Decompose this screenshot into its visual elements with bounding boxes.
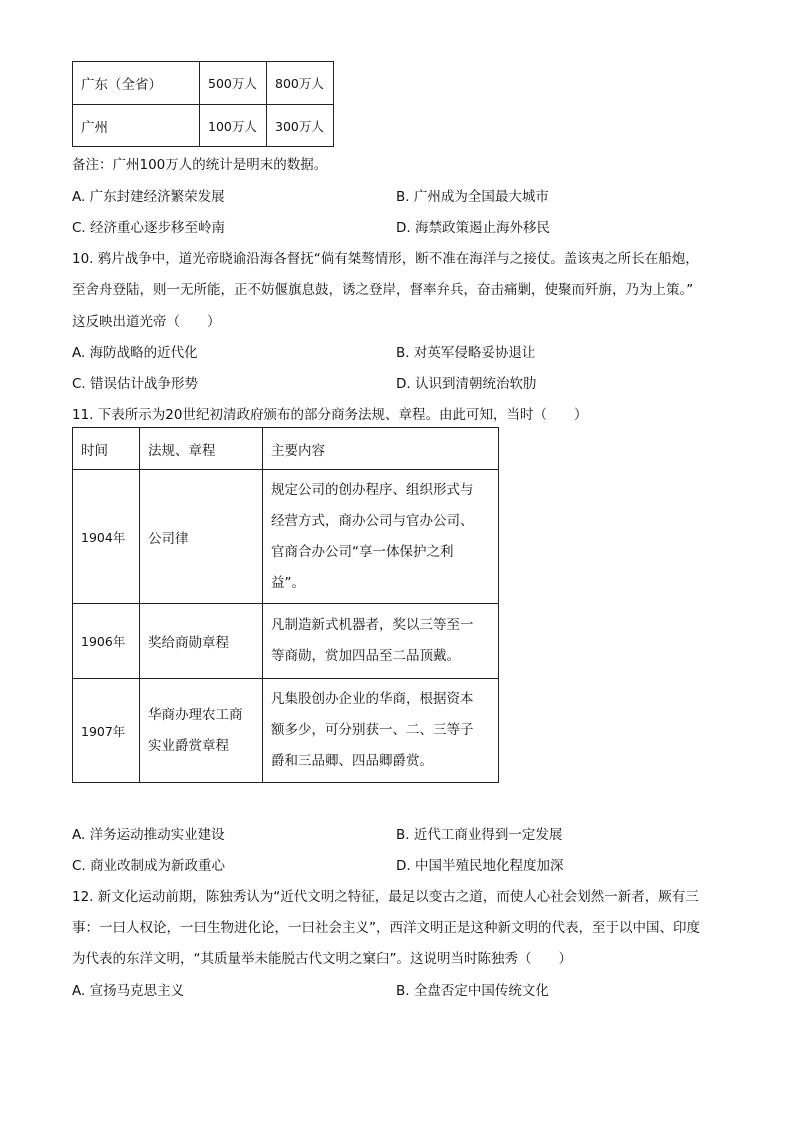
table-cell-content: 凡集股创办企业的华商，根据资本 额多少，可分别获一、二、三等子 爵和三品卿、四品卿爵赏。	[263, 679, 499, 783]
table-cell-year: 1906年	[73, 604, 140, 679]
table-cell-year: 1907年	[73, 679, 140, 783]
q11-option-d: D. 中国半殖民地化程度加深	[396, 858, 564, 874]
q9-option-c: C. 经济重心逐步移至岭南	[72, 220, 226, 236]
q12-option-a: A. 宣扬马克思主义	[72, 983, 185, 999]
table-cell-name: 华商办理农工商 实业爵赏章程	[140, 679, 263, 783]
q9-option-b: B. 广州成为全国最大城市	[396, 189, 549, 205]
regulations-table	[72, 427, 499, 783]
q9-option-d: D. 海禁政策遏止海外移民	[396, 220, 550, 236]
table-cell: 300万人	[267, 105, 334, 147]
table-header-time: 时间	[73, 428, 140, 470]
table-cell: 广州	[73, 105, 200, 147]
q12-option-b: B. 全盘否定中国传统文化	[396, 983, 549, 999]
population-table	[72, 61, 334, 147]
q10-option-c: C. 错误估计战争形势	[72, 376, 199, 392]
q11-option-a: A. 洋务运动推动实业建设	[72, 827, 225, 843]
table-cell: 100万人	[200, 105, 267, 147]
q10-stem-line: 这反映出道光帝（ ）	[72, 314, 221, 330]
table-cell: 500万人	[200, 62, 267, 105]
table-cell: 广东（全省）	[73, 62, 200, 105]
q9-option-a: A. 广东封建经济繁荣发展	[72, 189, 225, 205]
q10-stem-line: 至舍舟登陆，则一无所能，正不妨偃旗息鼓，诱之登岸，督率弁兵，奋击痛剿，使聚而歼旃，乃为上策。”	[72, 282, 694, 298]
table-header-regulation: 法规、章程	[140, 428, 263, 470]
table-header-content: 主要内容	[263, 428, 499, 470]
table-cell: 800万人	[267, 62, 334, 105]
q10-option-b: B. 对英军侵略妥协退让	[396, 345, 536, 361]
table-cell-content: 规定公司的创办程序、组织形式与 经营方式，商办公司与官办公司、 官商合办公司“享一体保护之利 益”。	[263, 470, 499, 604]
table-cell-year: 1904年	[73, 470, 140, 604]
table-note: 备注：广州100万人的统计是明末的数据。	[72, 157, 328, 173]
q11-option-b: B. 近代工商业得到一定发展	[396, 827, 563, 843]
q11-stem: 11. 下表所示为20世纪初清政府颁布的部分商务法规、章程。由此可知，当时（ ）	[72, 407, 588, 423]
q12-stem-line: 12. 新文化运动前期，陈独秀认为“近代文明之特征，最足以变古之道，而使人心社会划然一新者，厥有三	[72, 889, 699, 905]
table-cell-content: 凡制造新式机器者，奖以三等至一 等商勋，赏加四品至二品顶戴。	[263, 604, 499, 679]
q12-stem-line: 为代表的东洋文明，“其质量举未能脱古代文明之窠臼”。这说明当时陈独秀（ ）	[72, 951, 572, 967]
q10-option-a: A. 海防战略的近代化	[72, 345, 198, 361]
q12-stem-line: 事：一曰人权论，一曰生物进化论，一曰社会主义”，西洋文明正是这种新文明的代表，至于以中国、印度	[72, 920, 700, 936]
table-cell-name: 公司律	[140, 470, 263, 604]
q11-option-c: C. 商业改制成为新政重心	[72, 858, 226, 874]
table-cell-name: 奖给商勋章程	[140, 604, 263, 679]
q10-stem-line: 10. 鸦片战争中，道光帝晓谕沿海各督抚“倘有桀骜情形，断不准在海洋与之接仗。盖该夷之所长在船炮，	[72, 251, 699, 267]
q10-option-d: D. 认识到清朝统治软肋	[396, 376, 537, 392]
